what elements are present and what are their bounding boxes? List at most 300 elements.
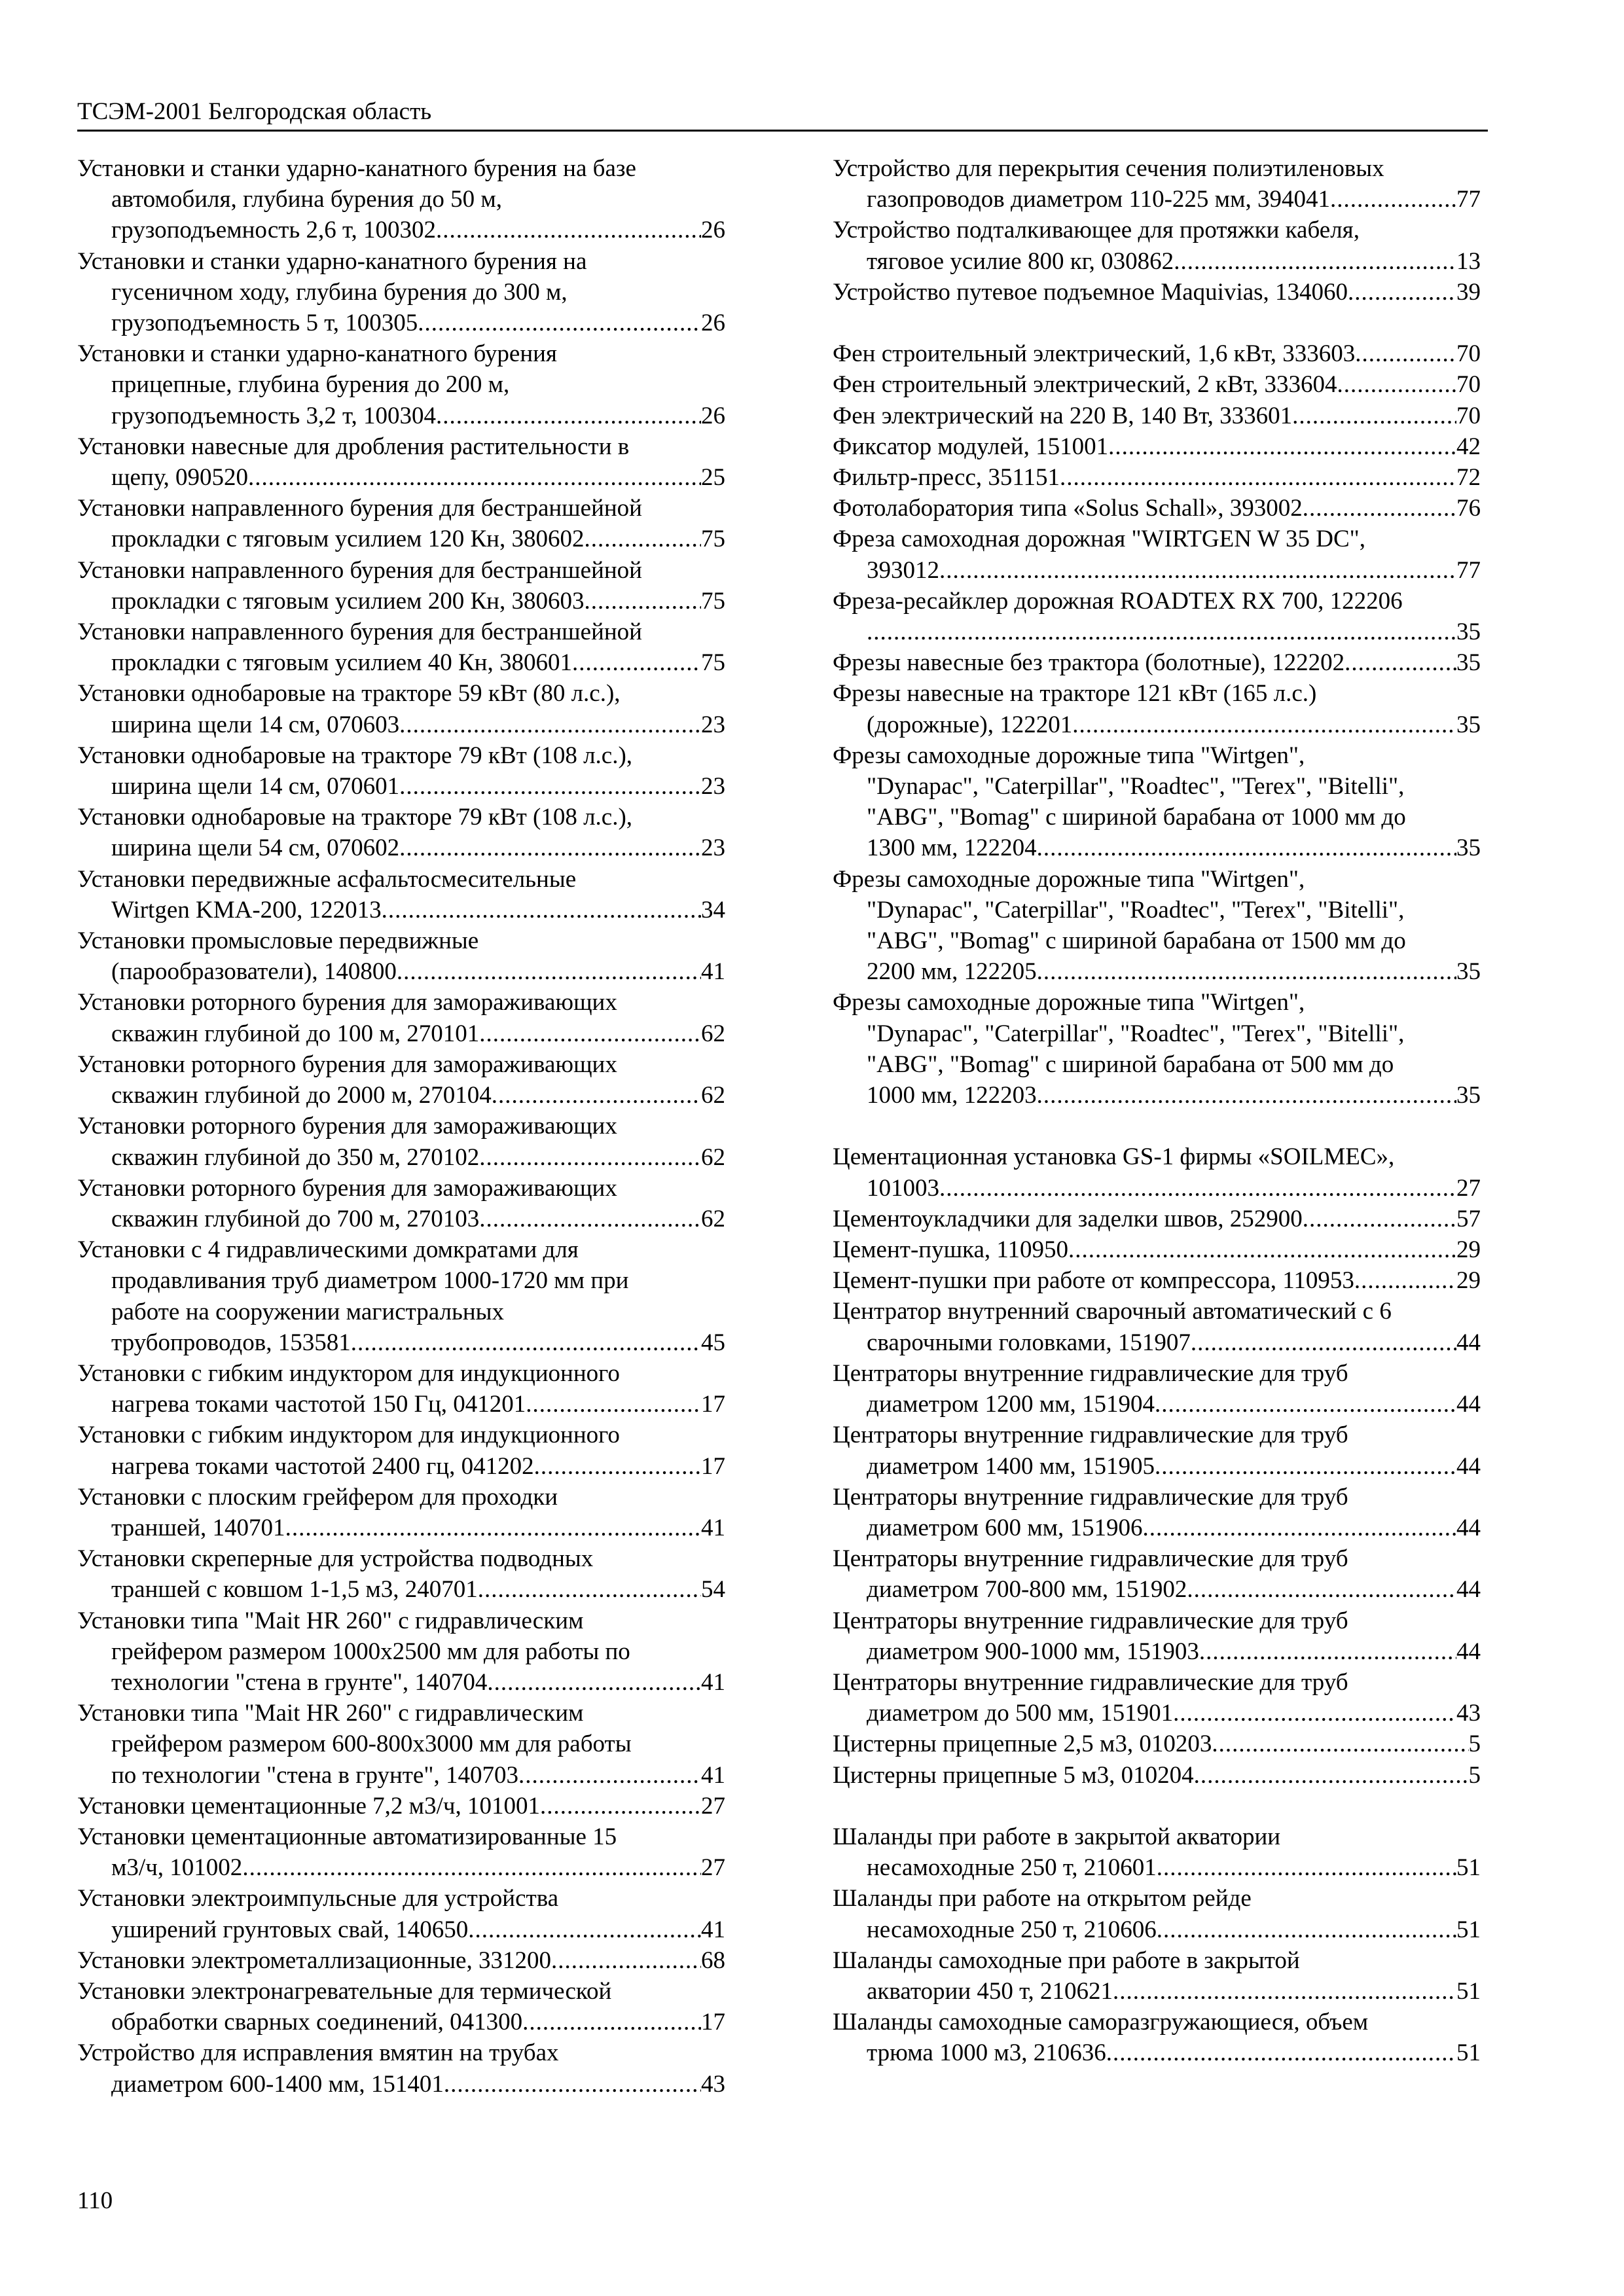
- index-entry: [833, 1265, 1481, 1296]
- entry-leader-line: [77, 956, 725, 987]
- entry-text-line: Установки роторного бурения для замораживающих: [77, 1113, 617, 1140]
- entry-leader-line: [833, 1976, 1481, 2007]
- index-entry: [833, 1296, 1481, 1357]
- header-title: ТСЭМ-2001 Белгородская область: [77, 98, 432, 125]
- entry-page-number: 34: [701, 896, 725, 924]
- entry-text-line: гусеничном ходу, глубина бурения до 300 м,: [111, 278, 568, 306]
- entry-page-number: 35: [1456, 1082, 1481, 1109]
- entry-text-line: Цементационная установка GS-1 фирмы «SOILMEC»,: [833, 1143, 1395, 1171]
- entry-page-number: 41: [701, 958, 725, 986]
- entry-text-line: по технологии "стена в грунте", 140703: [111, 1761, 518, 1789]
- entry-text-line: Установки с гибким индуктором для индукционного: [77, 1359, 620, 1387]
- index-entry: [833, 740, 1481, 864]
- entry-page-number: 23: [701, 711, 725, 738]
- entry-leader-line: [77, 1791, 725, 1821]
- index-entry: [77, 1945, 725, 1976]
- entry-leader-line: [77, 1852, 725, 1883]
- index-entry: [833, 987, 1481, 1111]
- index-entry: [77, 1420, 725, 1481]
- entry-leader-line: [833, 462, 1481, 493]
- entry-leader-line: [77, 215, 725, 245]
- index-entry: [833, 1234, 1481, 1265]
- entry-text-line: Установки передвижные асфальтосмесительные: [77, 865, 577, 893]
- index-entry: [77, 1482, 725, 1543]
- entry-text-line: Фрезы самоходные дорожные типа "Wirtgen",: [833, 865, 1305, 893]
- entry-text-line: продавливания труб диаметром 1000-1720 мм при: [111, 1267, 629, 1295]
- entry-text-line: диаметром 600 мм, 151906: [867, 1514, 1143, 1541]
- entry-text-line: "Dynapac", "Caterpillar", "Roadtec", "Terex", "Bitelli",: [867, 896, 1405, 924]
- index-entry: [833, 1543, 1481, 1605]
- dot-leader: [867, 617, 1456, 647]
- entry-text-line: 101003: [867, 1174, 939, 1202]
- entry-leader-line: [77, 2007, 725, 2037]
- entry-leader-line: [833, 647, 1481, 678]
- entry-leader-line: [77, 462, 725, 493]
- entry-leader-line: [833, 1636, 1481, 1667]
- index-column-left: [77, 153, 725, 2100]
- entry-text-line: технологии "стена в грунте", 140704: [111, 1668, 488, 1696]
- dot-leader: [1212, 1729, 1468, 1759]
- index-entry: [77, 1976, 725, 2037]
- dot-leader: [1173, 1698, 1456, 1729]
- entry-leader-line: [833, 1574, 1481, 1605]
- entry-page-number: 26: [701, 217, 725, 244]
- dot-leader: [351, 1327, 701, 1358]
- index-entry: [77, 1821, 725, 1883]
- entry-text-line: Установки с плоским грейфером для проходки: [77, 1483, 558, 1511]
- entry-leader-line: [833, 1080, 1481, 1111]
- entry-text-line: Центраторы внутренние гидравлические для труб: [833, 1359, 1348, 1387]
- dot-leader: [479, 1204, 701, 1234]
- entry-leader-line: [833, 1914, 1481, 1945]
- entry-leader-line: [833, 1698, 1481, 1729]
- entry-text-line: Устройство для исправления вмятин на трубах: [77, 2039, 559, 2067]
- entry-text-line: "ABG", "Bomag" с шириной барабана от 1500 мм до: [867, 927, 1406, 955]
- entry-leader-line: [833, 709, 1481, 740]
- entry-leader-line: [77, 1327, 725, 1358]
- entry-leader-line: [77, 1574, 725, 1605]
- entry-text-line: Установки роторного бурения для замораживающих: [77, 1174, 617, 1202]
- dot-leader: [1174, 246, 1456, 277]
- index-entry: [833, 1883, 1481, 1945]
- dot-leader: [1194, 1760, 1469, 1791]
- dot-leader: [939, 1173, 1456, 1204]
- dot-leader: [540, 1791, 701, 1821]
- section-gap: [833, 1111, 1481, 1141]
- entry-page-number: 44: [1456, 1576, 1481, 1604]
- entry-text-line: грейфером размером 1000x2500 мм для работы по: [111, 1638, 630, 1665]
- dot-leader: [1303, 493, 1456, 524]
- dot-leader: [487, 1667, 701, 1698]
- entry-text-line: несамоходные 250 т, 210606: [867, 1916, 1157, 1943]
- dot-leader: [478, 1574, 701, 1605]
- dot-leader: [939, 555, 1456, 586]
- entry-page-number: 62: [701, 1205, 725, 1232]
- entry-leader-line: [833, 1513, 1481, 1543]
- entry-page-number: 44: [1456, 1329, 1481, 1356]
- entry-leader-line: [833, 401, 1481, 431]
- entry-text-line: Установки направленного бурения для бестраншейной: [77, 495, 642, 522]
- entry-text-line: "Dynapac", "Caterpillar", "Roadtec", "Terex", "Bitelli",: [867, 773, 1405, 800]
- dot-leader: [479, 1018, 701, 1049]
- dot-leader: [1330, 184, 1456, 215]
- entry-leader-line: [77, 524, 725, 554]
- index-entry: [77, 1173, 725, 1234]
- entry-page-number: 70: [1456, 340, 1481, 368]
- entry-text-line: тяговое усилие 800 кг, 030862: [867, 247, 1174, 275]
- dot-leader: [382, 895, 701, 925]
- entry-text-line: "Dynapac", "Caterpillar", "Roadtec", "Terex", "Bitelli",: [867, 1020, 1405, 1047]
- entry-text-line: Шаланды самоходные при работе в закрытой: [833, 1946, 1300, 1974]
- entry-text-line: Фен строительный электрический, 1,6 кВт, 333603: [833, 340, 1356, 368]
- entry-leader-line: [77, 586, 725, 617]
- index-entry: [833, 2007, 1481, 2068]
- entry-page-number: 51: [1456, 1977, 1481, 2005]
- entry-text-line: диаметром 900-1000 мм, 151903: [867, 1638, 1199, 1665]
- index-entry: [833, 153, 1481, 215]
- entry-text-line: Установки навесные для дробления растительности в: [77, 433, 630, 460]
- entry-page-number: 35: [1456, 619, 1481, 646]
- entry-text-line: скважин глубиной до 350 м, 270102: [111, 1143, 480, 1171]
- entry-leader-line: [77, 1451, 725, 1482]
- index-entry: [833, 493, 1481, 524]
- entry-page-number: 43: [1456, 1700, 1481, 1727]
- entry-page-number: 29: [1456, 1236, 1481, 1264]
- index-entry: [77, 338, 725, 431]
- dot-leader: [1348, 277, 1456, 308]
- dot-leader: [1155, 1389, 1456, 1420]
- entry-page-number: 17: [701, 2009, 725, 2036]
- page-header: [77, 97, 1488, 132]
- entry-text-line: 393012: [867, 556, 939, 584]
- entry-text-line: диаметром до 500 мм, 151901: [867, 1700, 1174, 1727]
- entry-text-line: Центраторы внутренние гидравлические для труб: [833, 1545, 1348, 1573]
- entry-leader-line: [833, 338, 1481, 369]
- entry-page-number: 25: [701, 464, 725, 492]
- entry-text-line: Установки и станки ударно-канатного бурения: [77, 340, 557, 368]
- entry-text-line: Цемент-пушка, 110950: [833, 1236, 1069, 1264]
- index-entry: [833, 678, 1481, 740]
- entry-text-line: Фен электрический на 220 В, 140 Вт, 333601: [833, 402, 1293, 429]
- entry-text-line: (дорожные), 122201: [867, 711, 1073, 738]
- entry-text-line: акватории 450 т, 210621: [867, 1977, 1113, 2005]
- entry-page-number: 17: [701, 1391, 725, 1418]
- dot-leader: [1187, 1574, 1456, 1605]
- entry-leader-line: [833, 617, 1481, 647]
- index-entry: [77, 925, 725, 987]
- dot-leader: [1037, 956, 1456, 987]
- entry-text-line: (парообразователи), 140800: [111, 958, 397, 986]
- entry-page-number: 51: [1456, 1854, 1481, 1882]
- entry-text-line: сварочными головками, 151907: [867, 1329, 1191, 1356]
- entry-page-number: 35: [1456, 649, 1481, 677]
- dot-leader: [479, 1142, 701, 1173]
- entry-page-number: 43: [701, 2070, 725, 2098]
- entry-text-line: Фреза-ресайклер дорожная ROADTEX RX 700, 122206: [833, 587, 1403, 615]
- dot-leader: [1191, 1327, 1456, 1358]
- entry-text-line: газопроводов диаметром 110-225 мм, 394041: [867, 186, 1330, 213]
- entry-page-number: 41: [701, 1514, 725, 1541]
- entry-text-line: Цистерны прицепные 2,5 м3, 010203: [833, 1731, 1212, 1758]
- entry-text-line: диаметром 1200 мм, 151904: [867, 1391, 1155, 1418]
- entry-text-line: траншей с ковшом 1-1,5 м3, 240701: [111, 1576, 478, 1604]
- entry-text-line: "ABG", "Bomag" с шириной барабана от 1000 мм до: [867, 804, 1406, 831]
- entry-leader-line: [77, 401, 725, 431]
- entry-page-number: 70: [1456, 402, 1481, 429]
- entry-text-line: Центраторы внутренние гидравлические для труб: [833, 1483, 1348, 1511]
- entry-text-line: Центраторы внутренние гидравлические для труб: [833, 1422, 1348, 1449]
- entry-text-line: Установки цементационные 7,2 м3/ч, 101001: [77, 1792, 540, 1820]
- entry-page-number: 29: [1456, 1267, 1481, 1295]
- entry-text-line: Установки с 4 гидравлическими домкратами для: [77, 1236, 579, 1264]
- index-entry: [833, 369, 1481, 400]
- entry-leader-line: [833, 1729, 1481, 1759]
- entry-page-number: 27: [1456, 1174, 1481, 1202]
- entry-leader-line: [77, 647, 725, 678]
- entry-text-line: грузоподъемность 5 т, 100305: [111, 310, 418, 337]
- dot-leader: [534, 1451, 701, 1482]
- dot-leader: [1344, 647, 1456, 678]
- index-entry: [77, 987, 725, 1049]
- entry-page-number: 42: [1456, 433, 1481, 460]
- index-entry: [77, 1883, 725, 1945]
- entry-text-line: Цемент-пушки при работе от компрессора, 110953: [833, 1267, 1354, 1295]
- entry-text-line: Фрезы самоходные дорожные типа "Wirtgen",: [833, 742, 1305, 769]
- entry-text-line: Цементоукладчики для заделки швов, 252900: [833, 1205, 1303, 1232]
- index-entry: [77, 1698, 725, 1791]
- entry-leader-line: [833, 833, 1481, 863]
- entry-text-line: ширина щели 54 см, 070602: [111, 834, 400, 862]
- entry-page-number: 75: [701, 649, 725, 677]
- entry-text-line: Устройство для перекрытия сечения полиэтиленовых: [833, 155, 1384, 182]
- entry-leader-line: [833, 1389, 1481, 1420]
- entry-text-line: автомобиля, глубина бурения до 50 м,: [111, 186, 503, 213]
- index-entry: [833, 1420, 1481, 1481]
- dot-leader: [1037, 1080, 1456, 1111]
- entry-text-line: Установки с гибким индуктором для индукционного: [77, 1422, 620, 1449]
- entry-leader-line: [833, 246, 1481, 277]
- index-entry: [77, 431, 725, 493]
- index-entry: [77, 1605, 725, 1698]
- dot-leader: [522, 2007, 701, 2037]
- entry-page-number: 44: [1456, 1452, 1481, 1480]
- entry-page-number: 77: [1456, 556, 1481, 584]
- entry-text-line: м3/ч, 101002: [111, 1854, 243, 1882]
- entry-text-line: прокладки с тяговым усилием 200 Кн, 380603: [111, 587, 585, 615]
- entry-text-line: "ABG", "Bomag" с шириной барабана от 500 мм до: [867, 1050, 1394, 1078]
- entry-text-line: скважин глубиной до 100 м, 270101: [111, 1020, 480, 1047]
- index-entry: [77, 2037, 725, 2099]
- dot-leader: [572, 647, 701, 678]
- entry-page-number: 26: [701, 310, 725, 337]
- entry-page-number: 23: [701, 773, 725, 800]
- index-entry: [833, 1204, 1481, 1234]
- entry-page-number: 68: [701, 1946, 725, 1974]
- entry-page-number: 72: [1456, 464, 1481, 492]
- section-gap: [833, 308, 1481, 338]
- entry-text-line: Фиксатор модулей, 151001: [833, 433, 1109, 460]
- entry-text-line: Установки электронагревательные для термической: [77, 1977, 612, 2005]
- index-entry: [77, 153, 725, 246]
- entry-text-line: трубопроводов, 153581: [111, 1329, 351, 1356]
- entry-page-number: 17: [701, 1452, 725, 1480]
- index-entry: [77, 802, 725, 863]
- index-entry: [77, 555, 725, 617]
- index-entry: [833, 401, 1481, 431]
- dot-leader: [584, 524, 701, 554]
- entry-text-line: Фрезы навесные на тракторе 121 кВт (165 л.с.): [833, 680, 1317, 708]
- entry-text-line: Цистерны прицепные 5 м3, 010204: [833, 1761, 1194, 1789]
- dot-leader: [1072, 709, 1456, 740]
- dot-leader: [526, 1389, 701, 1420]
- entry-text-line: Установки направленного бурения для бестраншейной: [77, 619, 642, 646]
- dot-leader: [518, 1760, 701, 1791]
- dot-leader: [397, 956, 701, 987]
- entry-text-line: Шаланды самоходные саморазгружающиеся, объем: [833, 2009, 1369, 2036]
- entry-text-line: Фрезы навесные без трактора (болотные), 122202: [833, 649, 1345, 677]
- entry-text-line: нагрева токами частотой 150 Гц, 041201: [111, 1391, 526, 1418]
- entry-page-number: 5: [1468, 1731, 1481, 1758]
- dot-leader: [242, 1852, 701, 1883]
- entry-page-number: 54: [701, 1576, 725, 1604]
- dot-leader: [1157, 1914, 1456, 1945]
- index-entry: [77, 1234, 725, 1358]
- entry-text-line: Установки цементационные автоматизированные 15: [77, 1823, 617, 1850]
- index-entry: [833, 1729, 1481, 1759]
- entry-leader-line: [833, 369, 1481, 400]
- dot-leader: [1199, 1636, 1456, 1667]
- index-entry: [77, 1543, 725, 1605]
- entry-leader-line: [77, 1018, 725, 1049]
- entry-leader-line: [833, 493, 1481, 524]
- entry-text-line: Установки промысловые передвижные: [77, 927, 479, 955]
- entry-leader-line: [77, 1513, 725, 1543]
- entry-text-line: Установки и станки ударно-канатного бурения на базе: [77, 155, 636, 182]
- dot-leader: [1292, 401, 1456, 431]
- entry-leader-line: [833, 1204, 1481, 1234]
- dot-leader: [1157, 1852, 1456, 1883]
- entry-text-line: грейфером размером 600-800x3000 мм для работы: [111, 1731, 632, 1758]
- section-gap: [833, 1791, 1481, 1821]
- index-entry: [833, 1945, 1481, 2007]
- entry-page-number: 77: [1456, 186, 1481, 213]
- index-entry: [833, 1605, 1481, 1667]
- dot-leader: [436, 401, 701, 431]
- entry-text-line: Установки роторного бурения для замораживающих: [77, 989, 617, 1016]
- entry-leader-line: [833, 1760, 1481, 1791]
- entry-text-line: Фотолаборатория типа «Solus Schall», 393002: [833, 495, 1303, 522]
- index-entry: [77, 678, 725, 740]
- entry-page-number: 62: [701, 1020, 725, 1047]
- entry-leader-line: [77, 308, 725, 338]
- index-entry: [833, 647, 1481, 678]
- entry-leader-line: [77, 771, 725, 802]
- entry-page-number: 57: [1456, 1205, 1481, 1232]
- entry-leader-line: [833, 431, 1481, 462]
- index-entry: [77, 617, 725, 678]
- entry-text-line: Установки направленного бурения для бестраншейной: [77, 556, 642, 584]
- entry-text-line: Фен строительный электрический, 2 кВт, 333604: [833, 371, 1337, 399]
- entry-text-line: Установки однобаровые на тракторе 59 кВт (80 л.с.),: [77, 680, 621, 708]
- entry-leader-line: [77, 895, 725, 925]
- entry-text-line: Установки типа "Mait HR 260" с гидравлическим: [77, 1607, 584, 1634]
- dot-leader: [1068, 1234, 1456, 1265]
- index-entry: [77, 1049, 725, 1111]
- entry-text-line: Центраторы внутренние гидравлические для труб: [833, 1607, 1348, 1634]
- entry-text-line: диаметром 1400 мм, 151905: [867, 1452, 1155, 1480]
- entry-leader-line: [833, 1327, 1481, 1358]
- entry-text-line: Устройство подталкивающее для протяжки кабеля,: [833, 217, 1360, 244]
- dot-leader: [1113, 1976, 1456, 2007]
- entry-text-line: прицепные, глубина бурения до 200 м,: [111, 371, 510, 399]
- index-entry: [77, 1111, 725, 1172]
- entry-text-line: Wirtgen KMA-200, 122013: [111, 896, 382, 924]
- dot-leader: [1143, 1513, 1456, 1543]
- entry-leader-line: [77, 1389, 725, 1420]
- entry-page-number: 44: [1456, 1391, 1481, 1418]
- entry-text-line: Фрезы самоходные дорожные типа "Wirtgen",: [833, 989, 1305, 1016]
- entry-text-line: Установки электроимпульсные для устройства: [77, 1885, 559, 1912]
- entry-text-line: Устройство путевое подъемное Maquivias, 134060: [833, 278, 1348, 306]
- entry-text-line: Фильтр-пресс, 351151: [833, 464, 1060, 492]
- entry-text-line: Установки однобаровые на тракторе 79 кВт (108 л.с.),: [77, 804, 633, 831]
- entry-leader-line: [77, 1945, 725, 1976]
- index-entry: [833, 1482, 1481, 1543]
- entry-page-number: 44: [1456, 1638, 1481, 1665]
- entry-text-line: диаметром 700-800 мм, 151902: [867, 1576, 1187, 1604]
- entry-leader-line: [77, 1080, 725, 1111]
- entry-page-number: 41: [701, 1761, 725, 1789]
- index-entry: [77, 740, 725, 802]
- dot-leader: [285, 1513, 701, 1543]
- entry-page-number: 35: [1456, 711, 1481, 738]
- entry-text-line: Установки и станки ударно-канатного бурения на: [77, 247, 587, 275]
- entry-leader-line: [77, 1204, 725, 1234]
- entry-leader-line: [77, 1142, 725, 1173]
- entry-page-number: 27: [701, 1792, 725, 1820]
- entry-page-number: 13: [1456, 247, 1481, 275]
- entry-text-line: скважин глубиной до 700 м, 270103: [111, 1205, 480, 1232]
- index-entry: [833, 462, 1481, 493]
- dot-leader: [399, 833, 701, 863]
- index-entry: [833, 1667, 1481, 1729]
- index-entry: [77, 1358, 725, 1420]
- index-entry: [833, 277, 1481, 308]
- entry-text-line: нагрева токами частотой 2400 гц, 041202: [111, 1452, 534, 1480]
- entry-text-line: грузоподъемность 3,2 т, 100304: [111, 402, 436, 429]
- entry-text-line: Установки роторного бурения для замораживающих: [77, 1050, 617, 1078]
- entry-text-line: Установки типа "Mait HR 260" с гидравлическим: [77, 1700, 584, 1727]
- entry-page-number: 70: [1456, 371, 1481, 399]
- dot-leader: [399, 771, 701, 802]
- dot-leader: [444, 2069, 701, 2100]
- entry-page-number: 51: [1456, 2039, 1481, 2067]
- entry-text-line: ширина щели 14 см, 070603: [111, 711, 400, 738]
- entry-leader-line: [833, 2037, 1481, 2068]
- entry-leader-line: [833, 277, 1481, 308]
- entry-text-line: Центратор внутренний сварочный автоматический с 6: [833, 1298, 1392, 1325]
- entry-text-line: скважин глубиной до 2000 м, 270104: [111, 1082, 492, 1109]
- entry-text-line: грузоподъемность 2,6 т, 100302: [111, 217, 436, 244]
- entry-text-line: несамоходные 250 т, 210601: [867, 1854, 1157, 1882]
- index-entry: [77, 246, 725, 339]
- dot-leader: [1108, 431, 1456, 462]
- dot-leader: [1060, 462, 1456, 493]
- entry-page-number: 27: [701, 1854, 725, 1882]
- entry-leader-line: [833, 184, 1481, 215]
- entry-text-line: Установки однобаровые на тракторе 79 кВт (108 л.с.),: [77, 742, 633, 769]
- entry-page-number: 41: [701, 1916, 725, 1943]
